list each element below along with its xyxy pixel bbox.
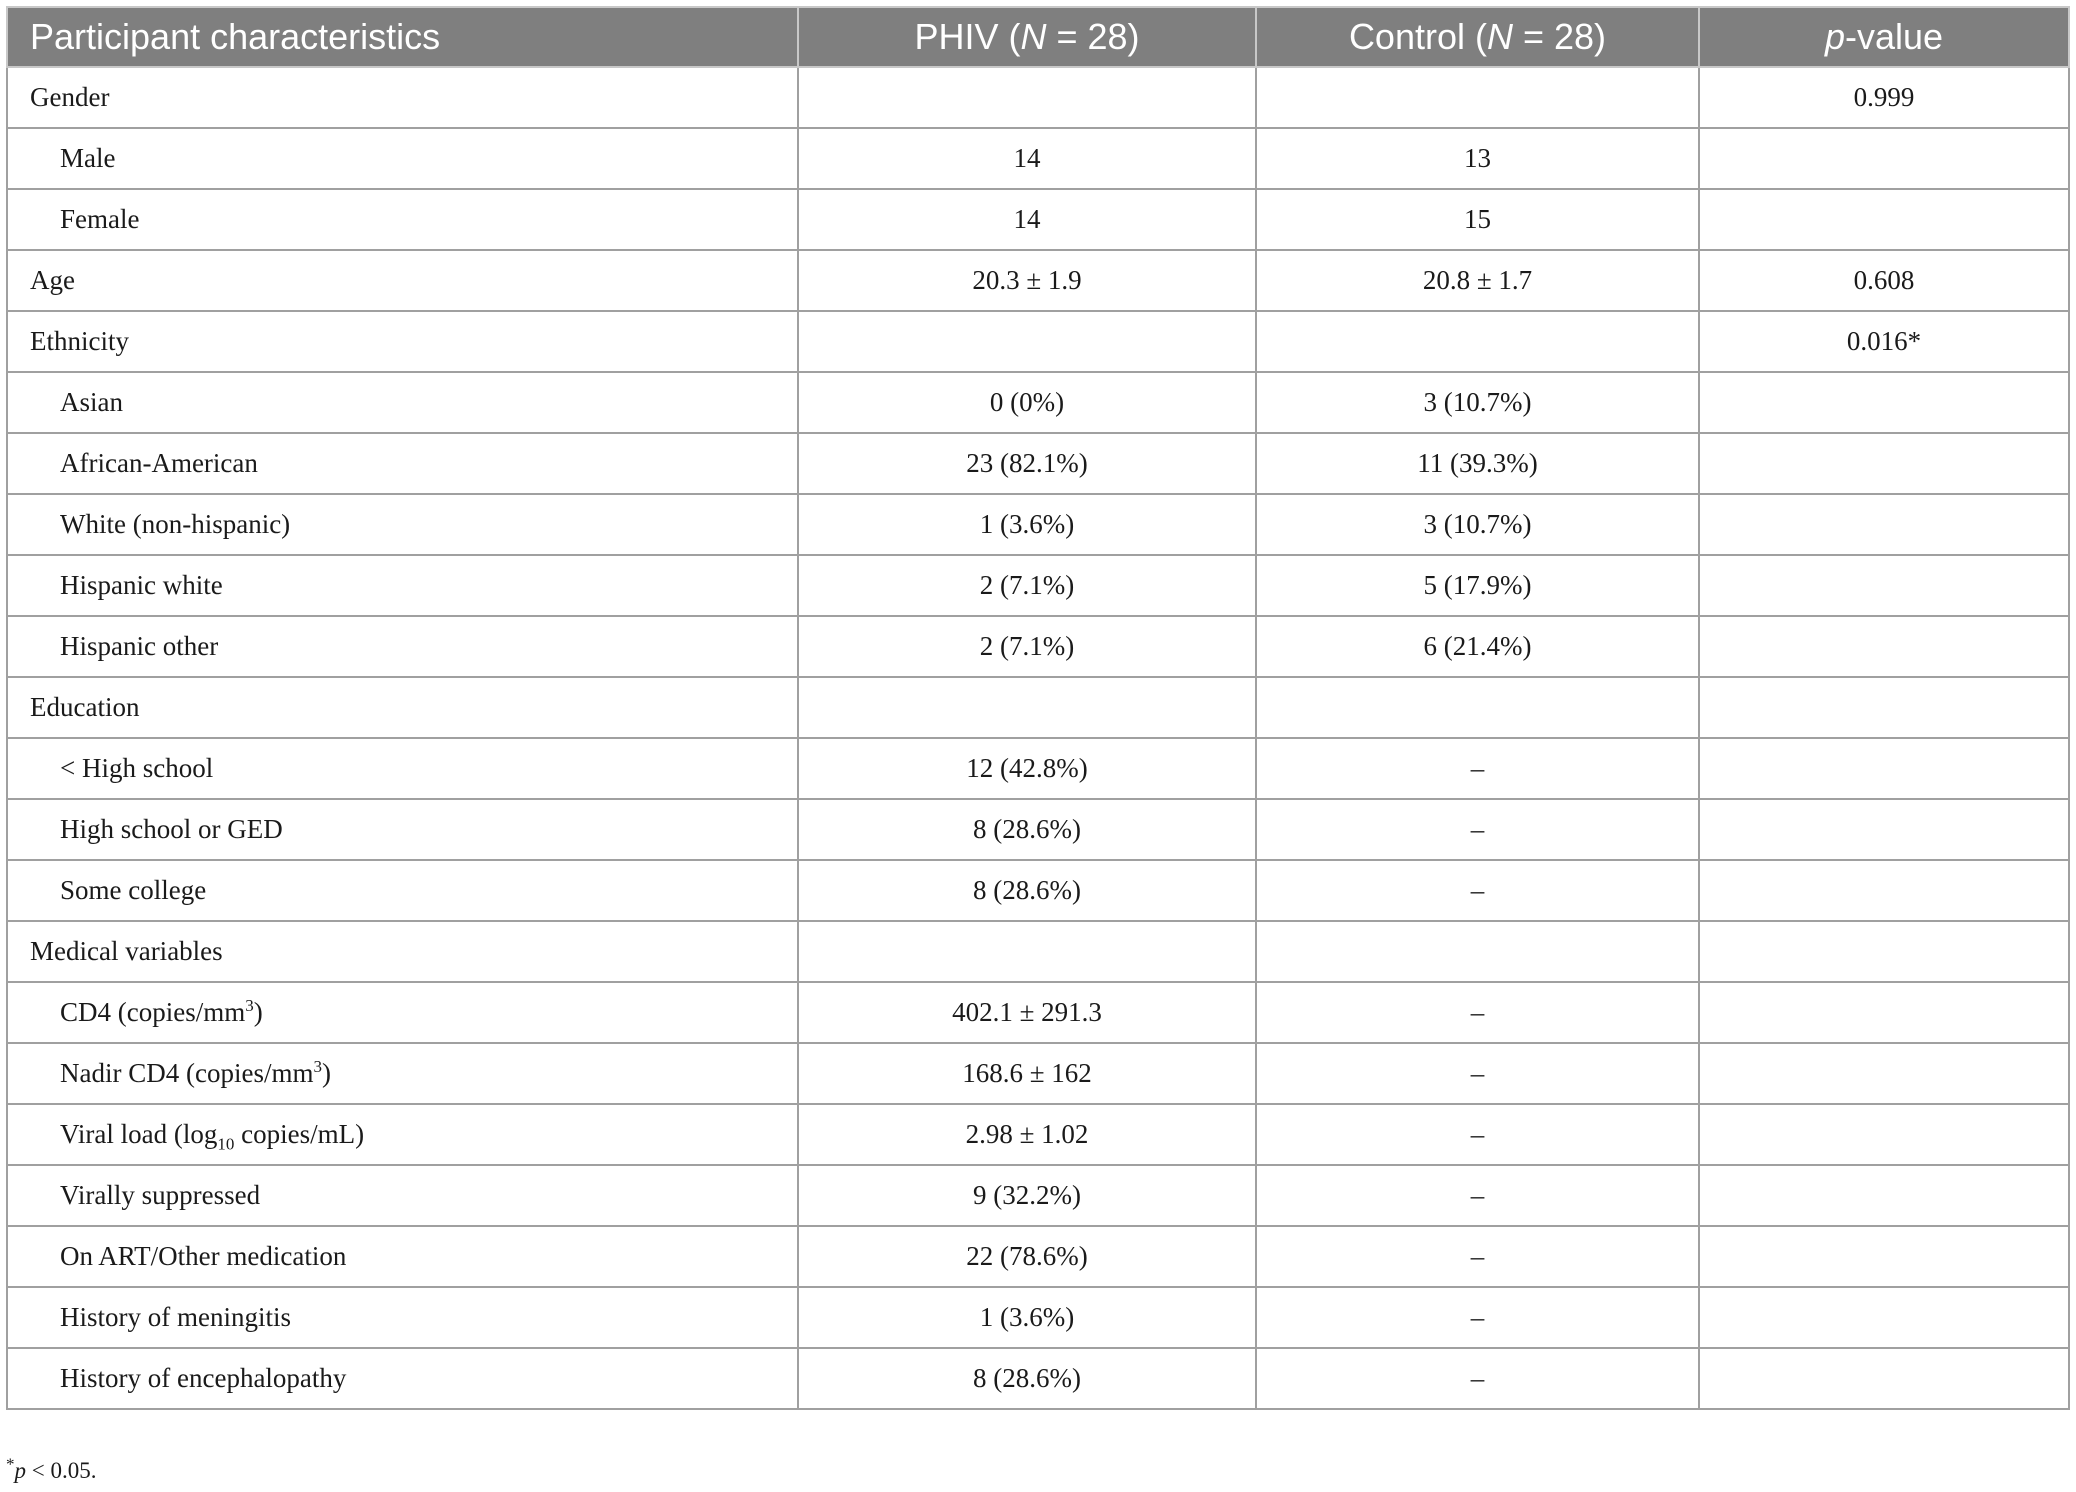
phiv-value: 9 (32.2%) (798, 1165, 1256, 1226)
control-value: – (1256, 799, 1699, 860)
phiv-value: 2 (7.1%) (798, 555, 1256, 616)
table-row (7, 677, 2069, 738)
table-row (7, 616, 2069, 677)
row-label: Gender (7, 67, 798, 128)
row-label: Female (7, 189, 798, 250)
row-label: < High school (7, 738, 798, 799)
table-row (7, 433, 2069, 494)
control-value: 6 (21.4%) (1256, 616, 1699, 677)
table-row (7, 67, 2069, 128)
row-label: Hispanic other (7, 616, 798, 677)
control-value: 20.8 ± 1.7 (1256, 250, 1699, 311)
table-container (6, 6, 2070, 1410)
phiv-value: 0 (0%) (798, 372, 1256, 433)
row-label: Some college (7, 860, 798, 921)
phiv-value: 1 (3.6%) (798, 1287, 1256, 1348)
p-value (1699, 1104, 2069, 1165)
phiv-value: 8 (28.6%) (798, 799, 1256, 860)
p-value (1699, 372, 2069, 433)
control-value: 11 (39.3%) (1256, 433, 1699, 494)
header-p-value: p-value (1699, 7, 2069, 67)
row-label: History of encephalopathy (7, 1348, 798, 1409)
phiv-value: 168.6 ± 162 (798, 1043, 1256, 1104)
p-value (1699, 982, 2069, 1043)
table-row (7, 128, 2069, 189)
p-value (1699, 1043, 2069, 1104)
table-row (7, 494, 2069, 555)
table-row (7, 189, 2069, 250)
phiv-value: 20.3 ± 1.9 (798, 250, 1256, 311)
phiv-value: 2 (7.1%) (798, 616, 1256, 677)
table-row (7, 311, 2069, 372)
p-value (1699, 921, 2069, 982)
p-value (1699, 677, 2069, 738)
p-value (1699, 1226, 2069, 1287)
control-value: – (1256, 1104, 1699, 1165)
table-row (7, 250, 2069, 311)
row-label: CD4 $(copies/mm^3)$ (7, 982, 798, 1043)
p-value: 0.016* (1699, 311, 2069, 372)
control-value: – (1256, 738, 1699, 799)
phiv-value: 14 (798, 128, 1256, 189)
table-row (7, 1104, 2069, 1165)
row-label: White (non-hispanic) (7, 494, 798, 555)
header-row (7, 7, 2069, 67)
phiv-value: 22 (78.6%) (798, 1226, 1256, 1287)
p-value (1699, 433, 2069, 494)
row-label: Asian (7, 372, 798, 433)
p-value (1699, 494, 2069, 555)
p-value (1699, 799, 2069, 860)
table-row (7, 1287, 2069, 1348)
control-value: – (1256, 1165, 1699, 1226)
table-row (7, 555, 2069, 616)
p-value (1699, 1348, 2069, 1409)
table-row (7, 1043, 2069, 1104)
row-label: Hispanic white (7, 555, 798, 616)
p-value (1699, 555, 2069, 616)
control-value: – (1256, 1287, 1699, 1348)
table-row (7, 799, 2069, 860)
control-value: 13 (1256, 128, 1699, 189)
phiv-value (798, 677, 1256, 738)
phiv-value: 2.98 ± 1.02 (798, 1104, 1256, 1165)
control-value (1256, 311, 1699, 372)
phiv-value: 23 (82.1%) (798, 433, 1256, 494)
phiv-value: 1 (3.6%) (798, 494, 1256, 555)
row-label: Nadir CD4 $(copies/mm^3)$ (7, 1043, 798, 1104)
control-value: – (1256, 1348, 1699, 1409)
phiv-value: 8 (28.6%) (798, 860, 1256, 921)
table-footnote: *p < 0.05. (6, 1454, 97, 1483)
row-label: Ethnicity (7, 311, 798, 372)
row-label: Medical variables (7, 921, 798, 982)
control-value: 5 (17.9%) (1256, 555, 1699, 616)
control-value (1256, 921, 1699, 982)
phiv-value: 12 (42.8%) (798, 738, 1256, 799)
control-value: 3 (10.7%) (1256, 372, 1699, 433)
phiv-value: 8 (28.6%) (798, 1348, 1256, 1409)
table-row (7, 738, 2069, 799)
p-value (1699, 128, 2069, 189)
row-label: On ART/Other medication (7, 1226, 798, 1287)
participant-characteristics-table (6, 6, 2070, 1410)
row-label: History of meningitis (7, 1287, 798, 1348)
row-label: High school or GED (7, 799, 798, 860)
phiv-value (798, 67, 1256, 128)
control-value: – (1256, 982, 1699, 1043)
table-row (7, 1165, 2069, 1226)
row-label: African-American (7, 433, 798, 494)
control-value: – (1256, 860, 1699, 921)
phiv-value (798, 311, 1256, 372)
row-label: Male (7, 128, 798, 189)
p-value (1699, 860, 2069, 921)
p-value (1699, 738, 2069, 799)
phiv-value (798, 921, 1256, 982)
table-row (7, 1348, 2069, 1409)
row-label: Education (7, 677, 798, 738)
p-value: 0.999 (1699, 67, 2069, 128)
p-value (1699, 189, 2069, 250)
row-label: Virally suppressed (7, 1165, 798, 1226)
phiv-value: 402.1 ± 291.3 (798, 982, 1256, 1043)
control-value: 15 (1256, 189, 1699, 250)
control-value (1256, 677, 1699, 738)
header-control: Control (N = 28) (1256, 7, 1699, 67)
p-value: 0.608 (1699, 250, 2069, 311)
table-row (7, 860, 2069, 921)
control-value: 3 (10.7%) (1256, 494, 1699, 555)
phiv-value: 14 (798, 189, 1256, 250)
table-row (7, 982, 2069, 1043)
header-characteristics: Participant characteristics (7, 7, 798, 67)
p-value (1699, 1287, 2069, 1348)
table-row (7, 921, 2069, 982)
table-row (7, 372, 2069, 433)
row-label: Age (7, 250, 798, 311)
control-value (1256, 67, 1699, 128)
header-phiv: PHIV (N = 28) (798, 7, 1256, 67)
table-row (7, 1226, 2069, 1287)
p-value (1699, 1165, 2069, 1226)
row-label: Viral load ($\log_{10}$ copies/mL) (7, 1104, 798, 1165)
control-value: – (1256, 1043, 1699, 1104)
control-value: – (1256, 1226, 1699, 1287)
p-value (1699, 616, 2069, 677)
